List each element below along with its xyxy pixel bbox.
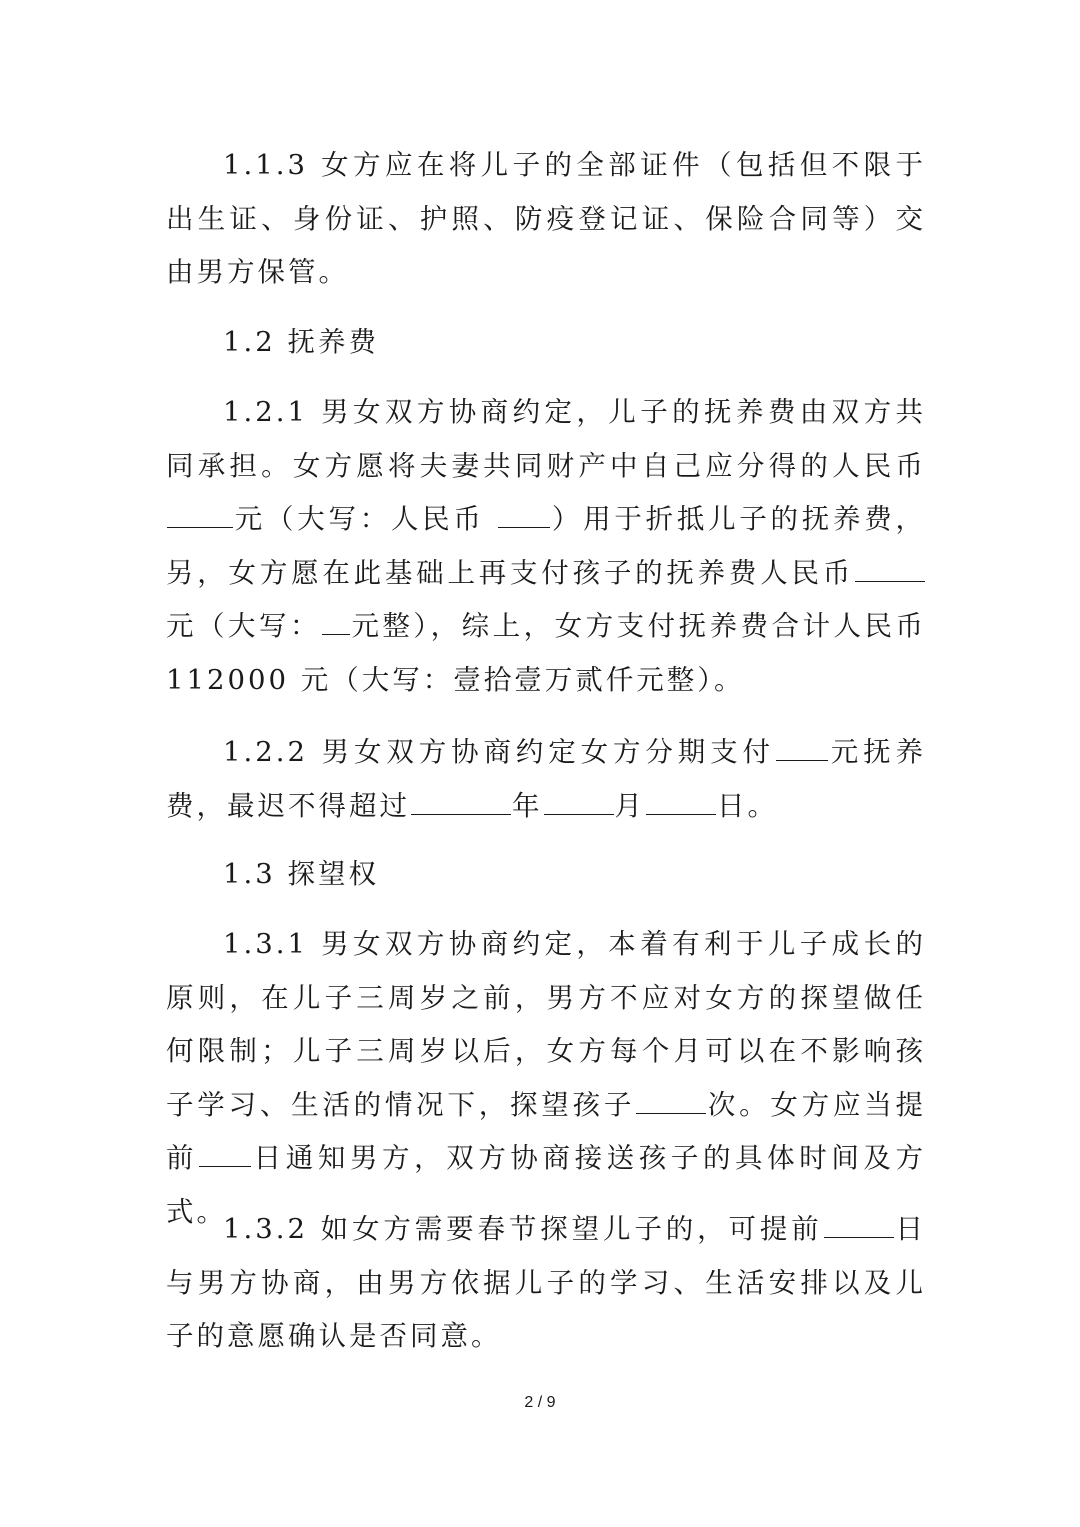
text-run: 元（大写： (166, 610, 321, 642)
paragraph-1-2-1 (166, 386, 926, 707)
fill-in-blank (855, 555, 925, 582)
fill-in-blank (544, 788, 614, 815)
text-run: 1.3.2 如女方需要春节探望儿子的，可提前 (223, 1213, 823, 1245)
fill-in-blank (167, 501, 233, 528)
text-block-122 (166, 726, 926, 833)
text-run: 次。女方应当提前 (166, 1088, 927, 1174)
text-run: 日通知男方，双方协商接送孩子的具体时间及方式。 (166, 1142, 927, 1228)
fill-in-blank (646, 788, 716, 815)
paragraph-1-3-1 (166, 918, 926, 1239)
text-run: ）用于折抵儿子的抚养费，另，女方愿在此基础上再支付孩子的抚养费人民币 (166, 503, 927, 589)
text-run: 元抚养费，最迟不得超过 (166, 736, 927, 822)
paragraph-1-3-2 (166, 1203, 926, 1364)
section-heading-1-2: 1.2 抚养费 (223, 326, 379, 358)
fill-in-blank (824, 1211, 894, 1238)
section-heading-block (166, 316, 926, 370)
section-heading-1-3: 1.3 探望权 (223, 858, 379, 890)
text-block-132 (166, 1203, 926, 1364)
paragraph-1-2-2 (166, 726, 926, 833)
text-block-131 (166, 918, 926, 1239)
text-run: 日。 (717, 789, 778, 822)
text-run: 1.2.2 男女双方协商约定女方分期支付 (223, 736, 775, 768)
text-run: 1.2.1 男女双方协商约定，儿子的抚养费由双方共同承担。女方愿将夫妻共同财产中自己应分得的人民币 (166, 396, 926, 482)
page-number: 2 / 9 (524, 1394, 556, 1411)
fill-in-blank (636, 1087, 706, 1114)
text-run: 月 (614, 789, 645, 822)
section-heading-block (166, 848, 926, 902)
text-run: 1.3.1 男女双方协商约定，本着有利于儿子成长的原则，在儿子三周岁之前，男方不应对女方的探望做任何限制；儿子三周岁以后，女方每个月可以在不影响孩子学习、生活的情况下，探望孩子 (166, 928, 926, 1121)
paragraph-1-1-3: 1.1.3 女方应在将儿子的全部证件（包括但不限于出生证、身份证、护照、防疫登记证、保险合同等）交由男方保管。 (166, 149, 926, 288)
fill-in-blank (322, 608, 350, 635)
text-run: 年 (512, 789, 543, 822)
text-run: 元整），综上，女方支付抚养费合计人民币 112000 元（大写：壹拾壹万贰仟元整）。 (166, 610, 927, 696)
text-block-top (166, 139, 926, 300)
fill-in-blank (498, 501, 550, 528)
fill-in-blank (411, 788, 511, 815)
text-block-121 (166, 386, 926, 707)
text-run: 元（大写：人民币 (234, 503, 498, 535)
fill-in-blank (776, 734, 828, 761)
fill-in-blank (199, 1140, 251, 1167)
text-run: 日与男方协商，由男方依据儿子的学习、生活安排以及儿子的意愿确认是否同意。 (166, 1213, 927, 1352)
